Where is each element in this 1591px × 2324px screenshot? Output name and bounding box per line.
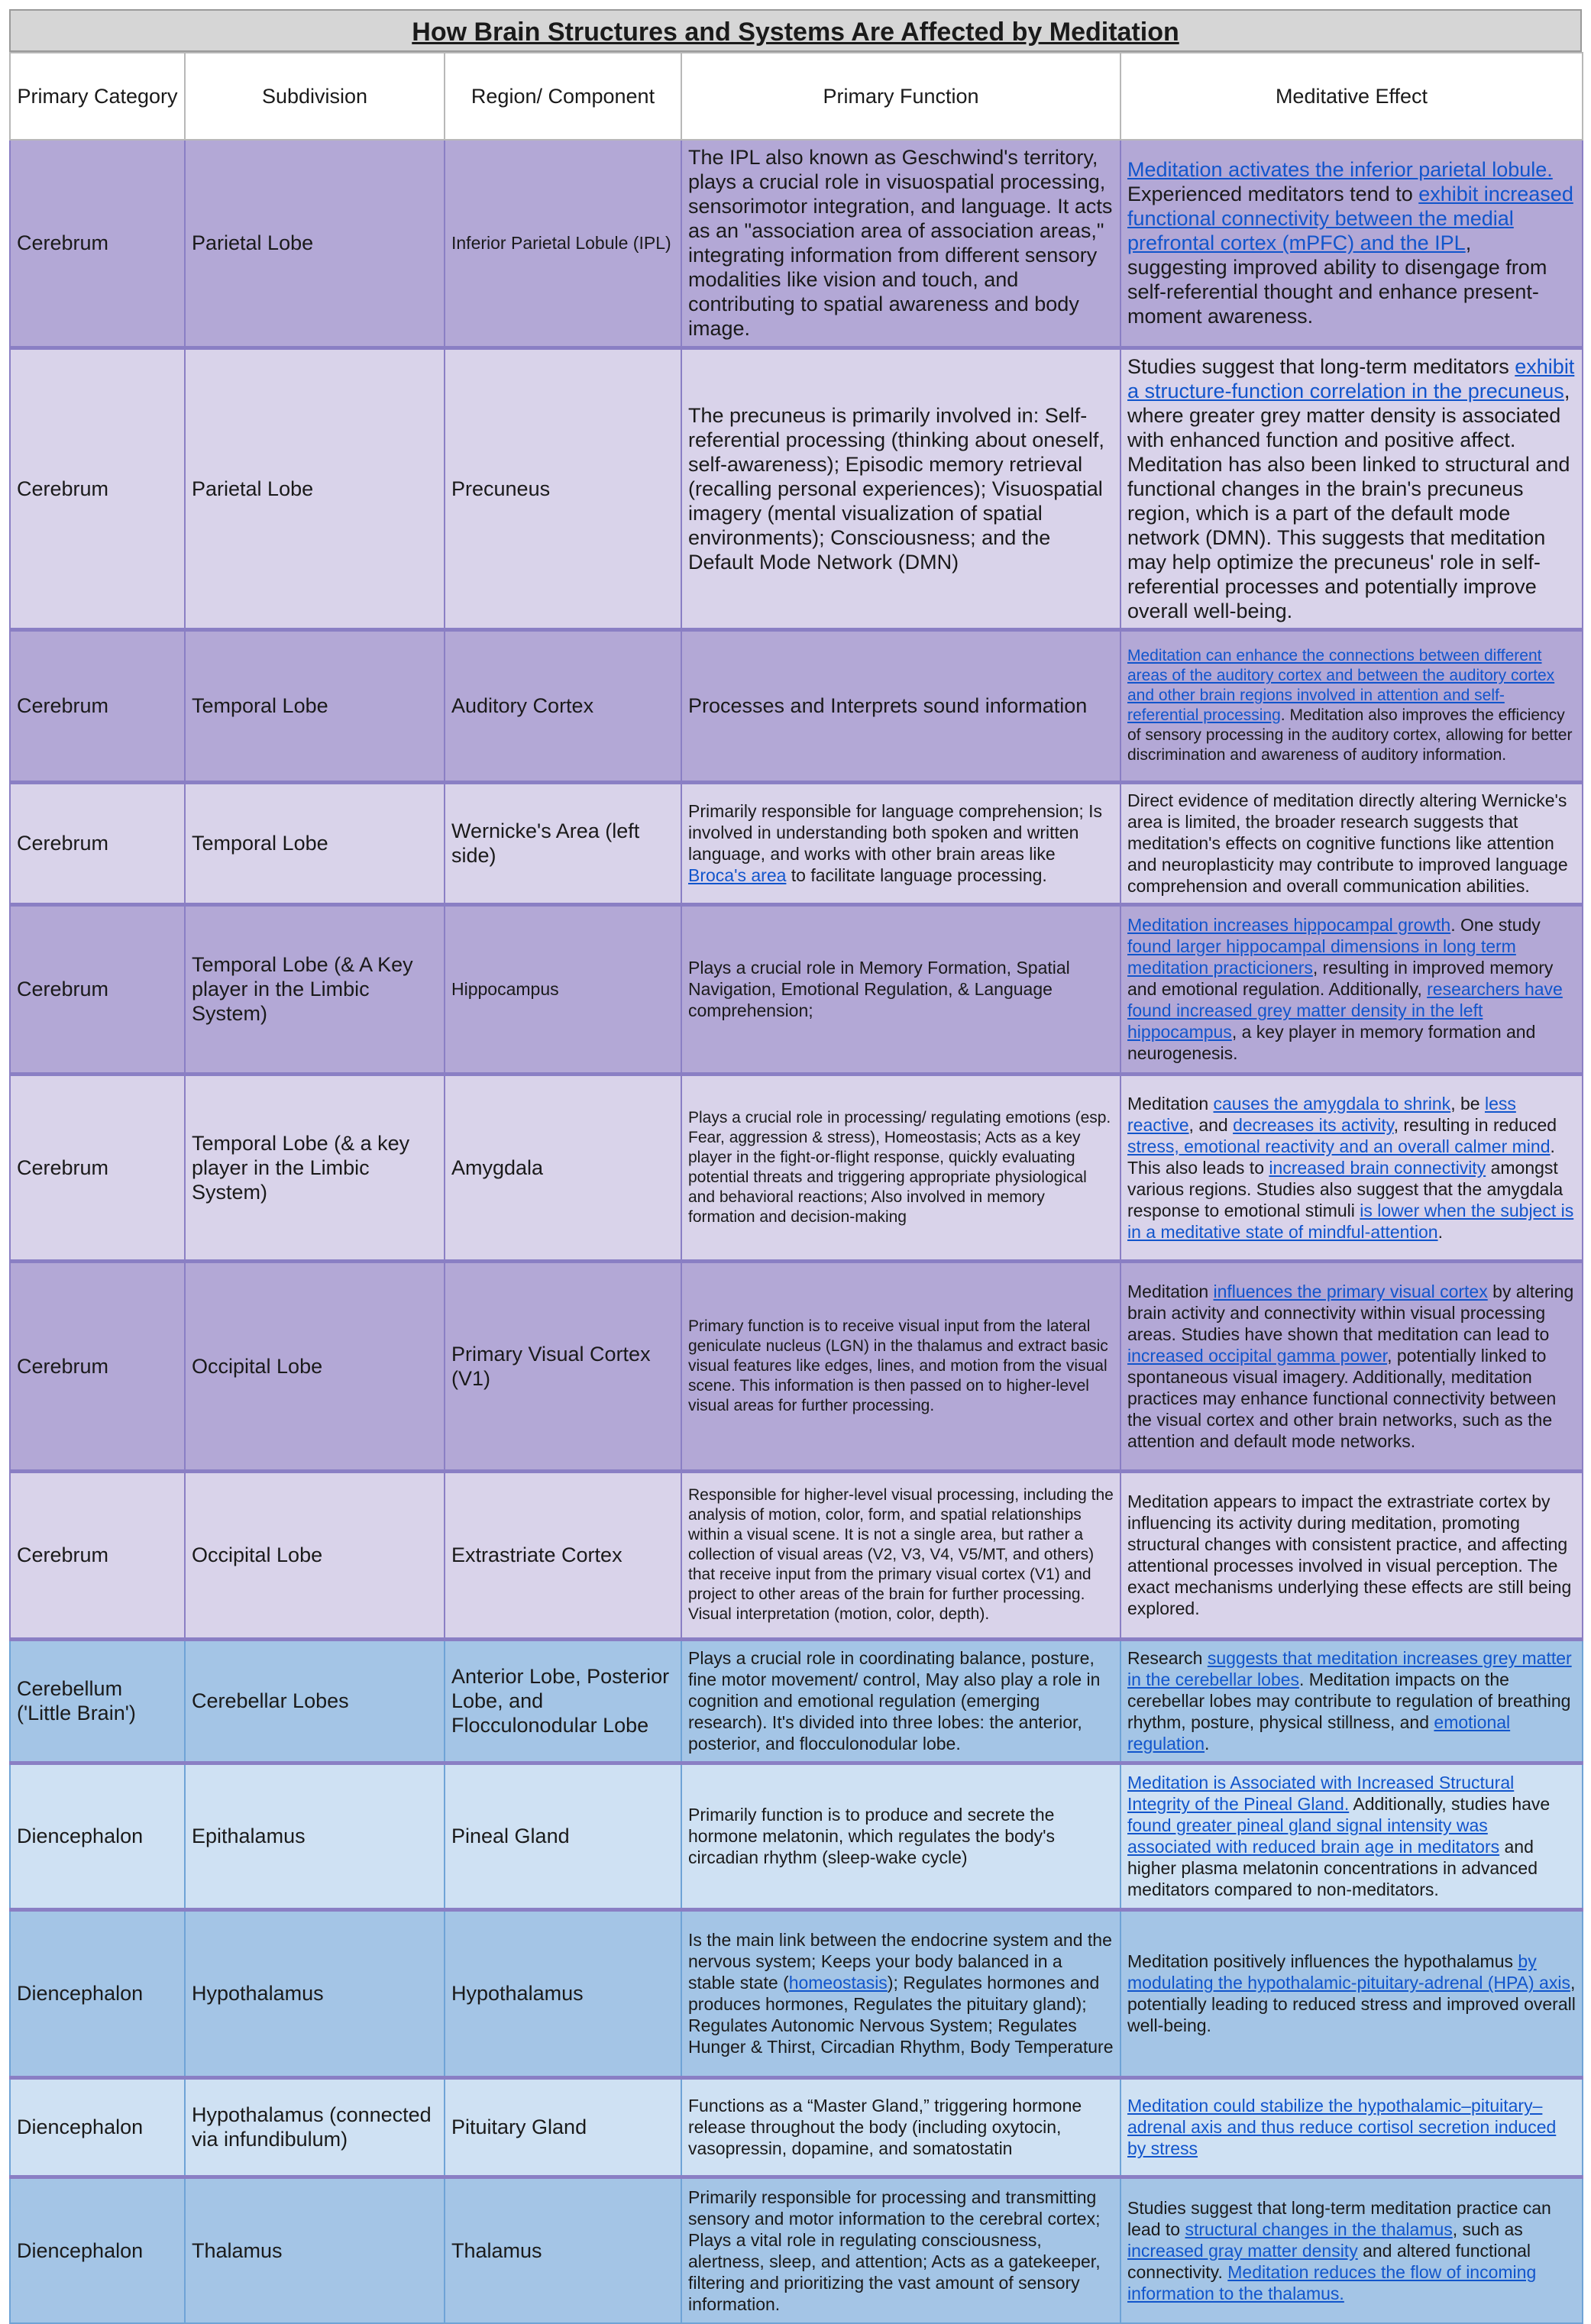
reference-link[interactable]: exhibit a structure-function correlation in the precuneus — [1127, 354, 1575, 402]
text-segment: Studies suggest that long-term meditation practice can lead to — [1127, 2197, 1551, 2239]
category-cell: Cerebrum — [10, 1261, 185, 1471]
text-segment: , suggesting improved ability to disengage from self-referential thought and enhance present-moment awareness. — [1127, 231, 1547, 328]
reference-link[interactable]: stress, emotional reactivity and an overall calmer mind — [1127, 1136, 1551, 1156]
table-row — [10, 904, 1583, 1074]
category-cell: Cerebrum — [10, 1471, 185, 1639]
text-segment: ); Regulates hormones and produces hormones, Regulates the pituitary gland); Regulates Autonomic Nervous System; Regulates Hunger & Thirst, Circadian Rhythm, Body Temperature — [688, 1973, 1114, 2057]
text-segment: Direct evidence of meditation directly altering Wernicke's area is limited, the broader research suggests that meditation's effects on cognitive functions like attention and neuroplasticity may contribute to improved language comprehension and overall communication abilities. — [1127, 790, 1568, 896]
subdivision-cell: Temporal Lobe (& a key player in the Limbic System) — [185, 1074, 445, 1261]
subdivision-cell: Temporal Lobe (& A Key player in the Limbic System) — [185, 904, 445, 1074]
reference-link[interactable]: causes the amygdala to shrink — [1213, 1093, 1451, 1114]
table-row — [10, 2177, 1583, 2323]
reference-link[interactable]: less reactive — [1127, 1093, 1516, 1135]
table-row — [10, 629, 1583, 782]
text-segment: Meditation positively influences the hypothalamus — [1127, 1951, 1518, 1971]
text-segment: and altered functional connectivity. — [1127, 2240, 1531, 2282]
category-cell: Cerebrum — [10, 140, 185, 347]
text-segment: to facilitate language processing. — [786, 865, 1047, 885]
reference-link[interactable]: increased brain connectivity — [1269, 1157, 1486, 1178]
text-segment: . Meditation impacts on the cerebellar lobes may contribute to regulation of breathing rhythm, posture, physical stillness, and — [1127, 1669, 1571, 1732]
reference-link[interactable]: exhibit increased functional connectivity between the medial prefrontal cortex (mPFC) and the IPL — [1127, 183, 1573, 255]
reference-link[interactable]: Meditation could stabilize the hypothalamic–pituitary–adrenal axis and thus reduce cortisol secretion induced by stress — [1127, 2096, 1557, 2158]
subdivision-cell: Hypothalamus (connected via infundibulum) — [185, 2077, 445, 2177]
function-cell: Plays a crucial role in Memory Formation, Spatial Navigation, Emotional Regulation, & Language comprehension; — [681, 904, 1120, 1074]
reference-link[interactable]: increased occipital gamma power — [1127, 1345, 1388, 1366]
effect-cell — [1120, 782, 1583, 904]
category-cell: Diencephalon — [10, 2177, 185, 2323]
effect-cell — [1120, 347, 1583, 629]
function-cell — [681, 782, 1120, 904]
subdivision-cell: Temporal Lobe — [185, 782, 445, 904]
region-cell: Precuneus — [445, 347, 681, 629]
text-segment: Meditation appears to impact the extrastriate cortex by influencing its activity during meditation, promoting structural changes with consistent practice, and affecting attentional processes involved in visual perception. The exact mechanisms underlying these effects are still being explored. — [1127, 1492, 1572, 1618]
effect-cell — [1120, 1074, 1583, 1261]
region-cell: Pineal Gland — [445, 1763, 681, 1909]
effect-cell — [1120, 140, 1583, 347]
table-row — [10, 2077, 1583, 2177]
header-row — [10, 53, 1583, 140]
reference-link[interactable]: by modulating the hypothalamic-pituitary-adrenal (HPA) axis — [1127, 1951, 1570, 1993]
text-segment: . — [1205, 1734, 1210, 1754]
reference-link[interactable]: influences the primary visual cortex — [1213, 1281, 1488, 1301]
region-cell: Inferior Parietal Lobule (IPL) — [445, 140, 681, 347]
text-segment: Research — [1127, 1648, 1208, 1668]
reference-link[interactable]: Meditation increases hippocampal growth — [1127, 915, 1451, 935]
reference-link[interactable]: found greater pineal gland signal intensity was associated with reduced brain age in meditators — [1127, 1815, 1500, 1857]
function-cell: Functions as a “Master Gland,” triggering hormone release throughout the body (including oxytocin, vasopressin, dopamine, and somatostatin — [681, 2077, 1120, 2177]
table-row — [10, 1639, 1583, 1763]
header-primary-function: Primary Function — [681, 53, 1120, 140]
subdivision-cell: Cerebellar Lobes — [185, 1639, 445, 1763]
function-cell: Plays a crucial role in processing/ regulating emotions (esp. Fear, aggression & stress), Homeostasis; Acts as a key player in the fight-or-flight response, quickly evaluating potential threats and triggering appropriate physiological and behavioral reactions; Also involved in memory formation and decision-making — [681, 1074, 1120, 1261]
region-cell: Hippocampus — [445, 904, 681, 1074]
text-segment: . Meditation also improves the efficiency of sensory processing in the auditory cortex, allowing for better discrimination and awareness of auditory information. — [1127, 706, 1573, 764]
table-row — [10, 782, 1583, 904]
text-segment: Studies suggest that long-term meditators — [1127, 354, 1515, 378]
reference-link[interactable]: homeostasis — [788, 1973, 888, 1993]
text-segment: . — [1437, 1221, 1443, 1242]
category-cell: Cerebellum ('Little Brain') — [10, 1639, 185, 1763]
reference-link[interactable]: decreases its activity — [1233, 1114, 1394, 1135]
text-segment: , a key player in memory formation and neurogenesis. — [1127, 1022, 1536, 1063]
effect-cell — [1120, 2177, 1583, 2323]
function-cell: Primarily function is to produce and secrete the hormone melatonin, which regulates the body's circadian rhythm (sleep-wake cycle) — [681, 1763, 1120, 1909]
region-cell: Wernicke's Area (left side) — [445, 782, 681, 904]
effect-cell — [1120, 1763, 1583, 1909]
function-cell: Plays a crucial role in coordinating balance, posture, fine motor movement/ control, May also play a role in cognition and emotional regulation (emerging research). It's divided into three lobes: the anterior, posterior, and flocculonodular lobe. — [681, 1639, 1120, 1763]
region-cell: Anterior Lobe, Posterior Lobe, and Flocculonodular Lobe — [445, 1639, 681, 1763]
header-meditative-effect: Meditative Effect — [1120, 53, 1583, 140]
function-cell: Responsible for higher-level visual processing, including the analysis of motion, color, form, and spatial relationships within a visual scene. It is not a single area, but rather a collection of visual areas (V2, V3, V4, V5/MT, and others) that receive input from the primary visual cortex (V1) and project to other areas of the brain for further processing. Visual interpretation (motion, color, depth). — [681, 1471, 1120, 1639]
category-cell: Diencephalon — [10, 2077, 185, 2177]
header-region: Region/ Component — [445, 53, 681, 140]
table-row — [10, 1074, 1583, 1261]
text-segment: Additionally, studies have — [1349, 1794, 1551, 1814]
reference-link[interactable]: emotional regulation — [1127, 1712, 1511, 1754]
category-cell: Cerebrum — [10, 782, 185, 904]
reference-link[interactable]: Broca's area — [688, 865, 787, 885]
subdivision-cell: Thalamus — [185, 2177, 445, 2323]
reference-link[interactable]: Meditation activates the inferior parietal lobule. — [1127, 158, 1553, 182]
table-body — [10, 140, 1583, 2323]
function-cell — [681, 1909, 1120, 2077]
function-cell: Primary function is to receive visual input from the lateral geniculate nucleus (LGN) in the thalamus and extract basic visual features like edges, lines, and motion from the visual scene. This information is then passed on to higher-level visual areas for further processing. — [681, 1261, 1120, 1471]
reference-link[interactable]: found larger hippocampal dimensions in long term meditation practicioners — [1127, 936, 1516, 978]
reference-link[interactable]: Meditation can enhance the connections between different areas of the auditory cortex and between the auditory cortex and other brain regions involved in attention and self-referential processing — [1127, 647, 1555, 724]
reference-link[interactable]: researchers have found increased grey matter density in the left hippocampus — [1127, 979, 1563, 1042]
table-row — [10, 1909, 1583, 2077]
region-cell: Thalamus — [445, 2177, 681, 2323]
subdivision-cell: Hypothalamus — [185, 1909, 445, 2077]
subdivision-cell: Occipital Lobe — [185, 1261, 445, 1471]
region-cell: Primary Visual Cortex (V1) — [445, 1261, 681, 1471]
text-segment: Is the main link between the endocrine system and the nervous system; Keeps your body balanced in a stable state ( — [688, 1930, 1112, 1993]
table-row — [10, 1261, 1583, 1471]
text-segment: and higher plasma melatonin concentrations in advanced meditators compared to non-meditators. — [1127, 1837, 1538, 1899]
header-primary-category: Primary Category — [10, 53, 185, 140]
page-title: How Brain Structures and Systems Are Affected by Meditation — [9, 9, 1582, 52]
reference-link[interactable]: suggests that meditation increases grey matter in the cerebellar lobes — [1127, 1648, 1572, 1689]
function-cell: The IPL also known as Geschwind's territory, plays a crucial role in visuospatial processing, sensorimotor integration, and language. It acts as an "association area of association areas," integrating information from different sensory modalities like vision and touch, and contributing to spatial awareness and body image. — [681, 140, 1120, 347]
document-sheet — [0, 9, 1591, 2324]
table-row — [10, 1471, 1583, 1639]
category-cell: Cerebrum — [10, 904, 185, 1074]
subdivision-cell: Epithalamus — [185, 1763, 445, 1909]
text-segment: amongst various regions. Studies also suggest that the amygdala response to emotional stimuli — [1127, 1157, 1564, 1220]
subdivision-cell: Temporal Lobe — [185, 629, 445, 782]
effect-cell — [1120, 1261, 1583, 1471]
header-subdivision: Subdivision — [185, 53, 445, 140]
reference-link[interactable]: structural changes in the thalamus — [1185, 2219, 1453, 2239]
region-cell: Amygdala — [445, 1074, 681, 1261]
text-segment: Meditation — [1127, 1281, 1214, 1301]
effect-cell — [1120, 629, 1583, 782]
function-cell: Primarily responsible for processing and transmitting sensory and motor information to the cerebral cortex; Plays a vital role in regulating consciousness, alertness, sleep, and attention; Acts as a gatekeeper, filtering and prioritizing the vast amount of sensory information. — [681, 2177, 1120, 2323]
category-cell: Diencephalon — [10, 1909, 185, 2077]
reference-link[interactable]: Meditation is Associated with Increased Structural Integrity of the Pineal Gland. — [1127, 1773, 1515, 1814]
table-row — [10, 1763, 1583, 1909]
text-segment: , potentially linked to spontaneous visual imagery. Additionally, meditation practices may enhance functional connectivity between the visual cortex and other brain networks, such as the attention and default mode networks. — [1127, 1345, 1557, 1451]
text-segment: , such as — [1452, 2219, 1523, 2239]
reference-link[interactable]: increased gray matter density — [1127, 2240, 1358, 2261]
region-cell: Pituitary Gland — [445, 2077, 681, 2177]
function-cell: The precuneus is primarily involved in: Self-referential processing (thinking about oneself, self-awareness); Episodic memory retrieval (recalling personal experiences); Visuospatial imagery (mental visualization of spatial environments); Consciousness; and the Default Mode Network (DMN) — [681, 347, 1120, 629]
subdivision-cell: Parietal Lobe — [185, 347, 445, 629]
effect-cell — [1120, 1639, 1583, 1763]
text-segment: by altering brain activity and connectivity within visual processing areas. Studies have shown that meditation can lead to — [1127, 1281, 1574, 1344]
region-cell: Auditory Cortex — [445, 629, 681, 782]
brain-meditation-table — [9, 52, 1583, 2324]
text-segment: Experienced meditators tend to — [1127, 183, 1419, 206]
category-cell: Cerebrum — [10, 629, 185, 782]
category-cell: Diencephalon — [10, 1763, 185, 1909]
category-cell: Cerebrum — [10, 1074, 185, 1261]
function-cell: Processes and Interprets sound information — [681, 629, 1120, 782]
text-segment: , potentially leading to reduced stress and improved overall well-being. — [1127, 1973, 1576, 2035]
table-row — [10, 140, 1583, 347]
effect-cell — [1120, 1909, 1583, 2077]
reference-link[interactable]: is lower when the subject is in a meditative state of mindful-attention — [1127, 1200, 1574, 1242]
region-cell: Hypothalamus — [445, 1909, 681, 2077]
subdivision-cell: Parietal Lobe — [185, 140, 445, 347]
text-segment: , and — [1188, 1114, 1234, 1135]
text-segment: . One study — [1450, 915, 1541, 935]
text-segment: , resulting in improved memory and emotional regulation. Additionally, — [1127, 958, 1554, 999]
text-segment: Meditation — [1127, 1093, 1214, 1114]
region-cell: Extrastriate Cortex — [445, 1471, 681, 1639]
table-row — [10, 347, 1583, 629]
effect-cell — [1120, 904, 1583, 1074]
text-segment: . This also leads to — [1127, 1136, 1555, 1178]
effect-cell — [1120, 1471, 1583, 1639]
text-segment: , be — [1450, 1093, 1485, 1114]
category-cell: Cerebrum — [10, 347, 185, 629]
effect-cell — [1120, 2077, 1583, 2177]
subdivision-cell: Occipital Lobe — [185, 1471, 445, 1639]
text-segment: , resulting in reduced — [1393, 1114, 1557, 1135]
reference-link[interactable]: Meditation reduces the flow of incoming information to the thalamus. — [1127, 2261, 1537, 2303]
text-segment: , where greater grey matter density is associated with enhanced function and positive affect. Meditation has also been linked to structural and functional changes in the brain's precuneus region, which is a part of the default mode network (DMN). This suggests that meditation may help optimize the precuneus' role in self-referential processes and potentially improve overall well-being. — [1127, 379, 1570, 622]
text-segment: Primarily responsible for language comprehension; Is involved in understanding both spoken and written language, and works with other brain areas like — [688, 801, 1103, 864]
